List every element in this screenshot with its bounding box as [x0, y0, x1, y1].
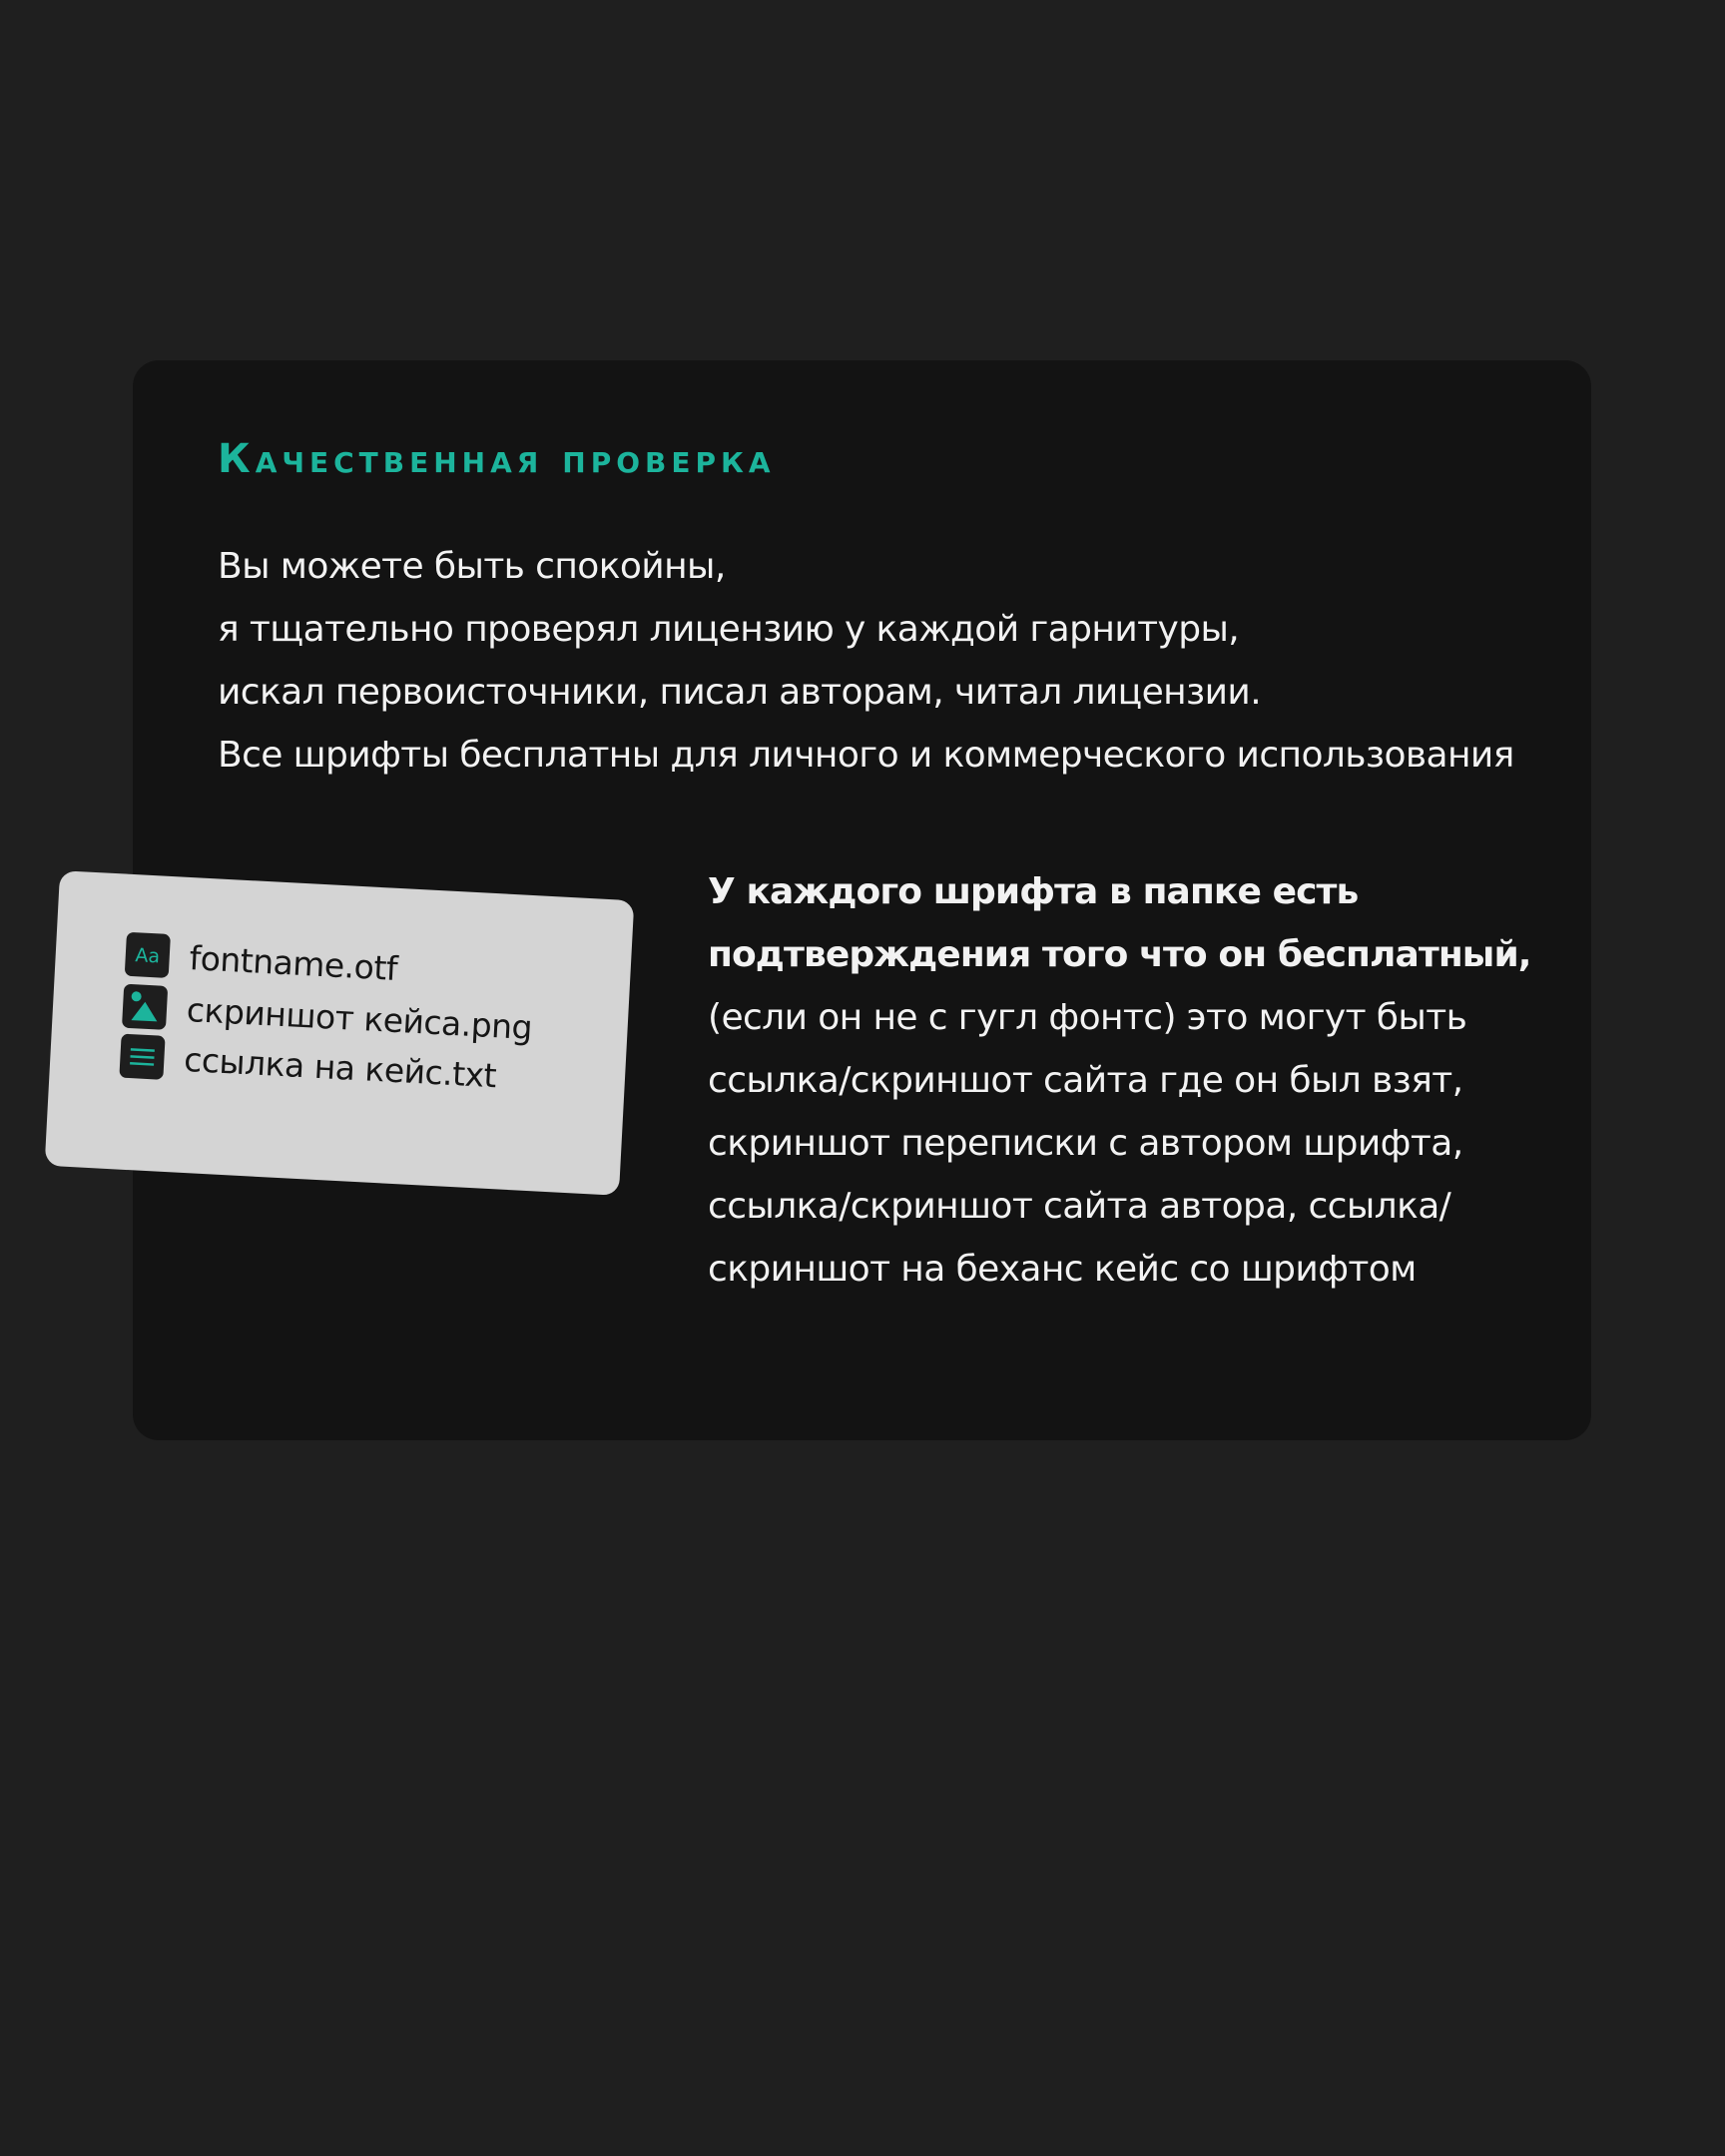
details-line: (если он не с гугл фонтс) это могут быть: [708, 997, 1467, 1038]
intro-line: искал первоисточники, писал авторам, читал лицензии.: [218, 672, 1262, 713]
intro-text: [218, 535, 1585, 787]
files-card: [45, 870, 635, 1196]
font-file-icon: [125, 932, 171, 978]
file-name: ссылка на кейс.txt: [183, 1039, 498, 1095]
svg-text:Aa: Aa: [134, 944, 161, 968]
text-file-icon: [119, 1034, 165, 1080]
intro-line: Все шрифты бесплатны для личного и коммерческого использования: [218, 735, 1514, 776]
image-file-icon: [122, 984, 168, 1030]
details-line: скриншот на беханс кейс со шрифтом: [708, 1249, 1417, 1290]
intro-line: я тщательно проверял лицензию у каждой гарнитуры,: [218, 609, 1240, 650]
details-line: ссылка/скриншот сайта автора, ссылка/: [708, 1186, 1451, 1227]
details-bold-line: У каждого шрифта в папке есть: [708, 871, 1359, 912]
details-bold-line: подтверждения того что он бесплатный,: [708, 934, 1531, 975]
file-item-font: [125, 932, 398, 990]
file-name: fontname.otf: [188, 937, 398, 988]
details-line: ссылка/скриншот сайта где он был взят,: [708, 1060, 1463, 1101]
card-title: Качественная проверка: [218, 436, 776, 482]
details-text: [708, 860, 1586, 1301]
details-line: скриншот переписки с автором шрифта,: [708, 1123, 1463, 1164]
intro-line: Вы можете быть спокойны,: [218, 546, 726, 587]
file-name: скриншот кейса.png: [186, 989, 534, 1047]
